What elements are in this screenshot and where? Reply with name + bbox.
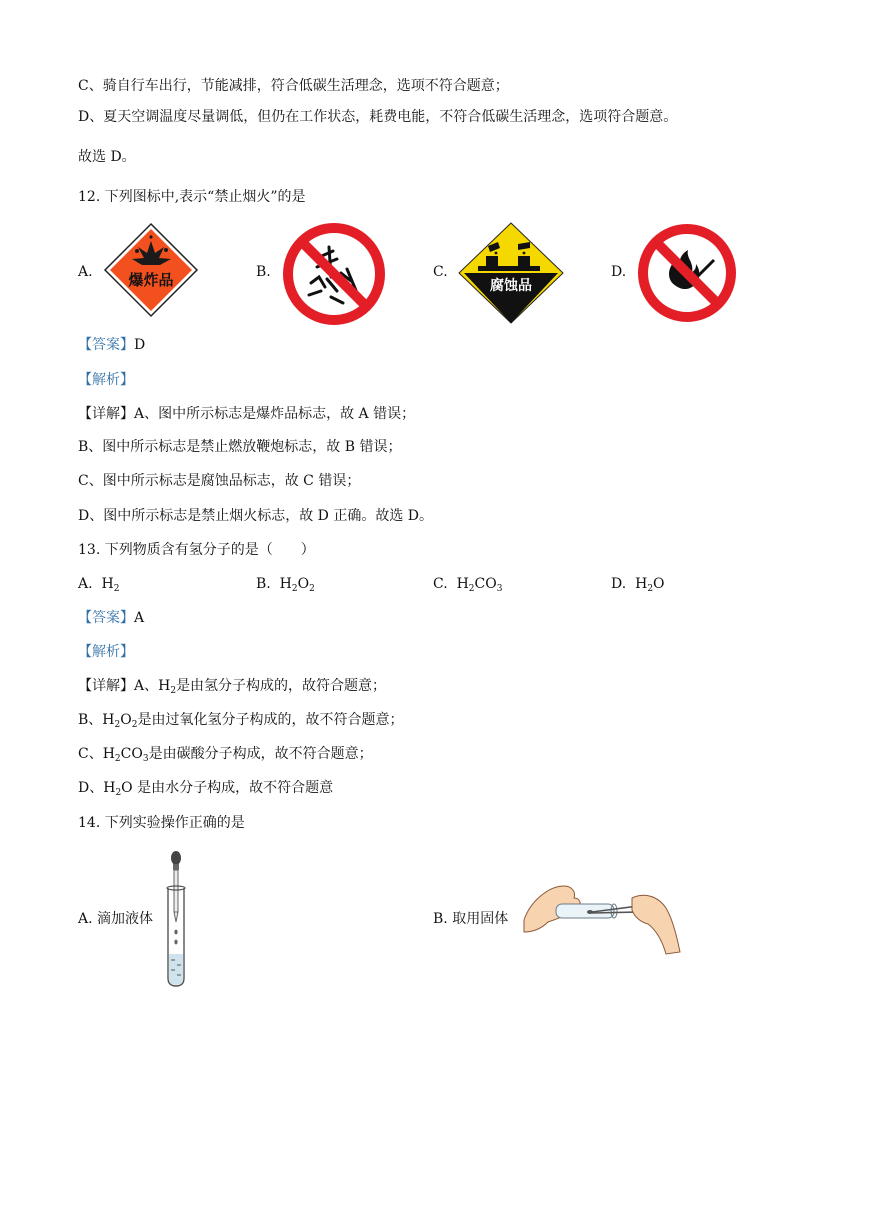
- q12-label-a: A.: [78, 264, 93, 280]
- q13-option-a: A. $H_2$: [78, 576, 120, 594]
- q12-answer: [78, 335, 145, 355]
- answer-tag: 【答案】: [78, 610, 134, 626]
- q14-stem: 14. 下列实验操作正确的是: [78, 815, 245, 831]
- q12-detail-c: C、图中所示标志是腐蚀品标志，故 C 错误；: [78, 473, 361, 489]
- q13-detail-a: 【详解】A、$H_2$是由氢分子构成的，故符合题意；: [78, 678, 387, 696]
- q12-analysis-tag: 【解析】: [78, 372, 134, 388]
- q13-option-c: C. $H_2CO_3$: [433, 576, 503, 594]
- q13-detail-b: B、$H_2O_2$是由过氧化氢分子构成的，故不符合题意；: [78, 712, 404, 730]
- prev-line-d: D、夏天空调温度尽量调低，但仍在工作状态，耗费电能，不符合低碳生活理念，选项符合题意。: [78, 109, 678, 125]
- prev-line-c: C、骑自行车出行，节能减排，符合低碳生活理念，选项不符合题意；: [78, 78, 509, 94]
- q13-stem: 13. 下列物质含有氢分子的是（ ）: [78, 542, 315, 558]
- q12-label-d: D.: [611, 264, 627, 280]
- no-fire-sign-icon: [636, 222, 738, 324]
- q12-detail-a: [78, 404, 415, 424]
- q13-answer: [78, 608, 144, 628]
- q12-label-b: B.: [256, 264, 271, 280]
- explosive-sign-icon: [104, 223, 198, 317]
- q14-option-a: A. 滴加液体: [78, 911, 154, 927]
- answer-value: D: [134, 337, 146, 353]
- q13-detail-d: D、$H_2O$ 是由水分子构成，故不符合题意: [78, 780, 334, 798]
- q12-detail-d: D、图中所示标志是禁止烟火标志，故 D 正确。故选 D。: [78, 508, 434, 524]
- detail-text: A、图中所示标志是爆炸品标志，故 A 错误；: [134, 406, 416, 422]
- q14-option-b: B. 取用固体: [433, 911, 509, 927]
- q13-analysis-tag: 【解析】: [78, 644, 134, 660]
- no-firecrackers-sign-icon: [281, 221, 387, 327]
- explosive-sign-text: 爆炸品: [128, 271, 174, 289]
- q12-stem: 12. 下列图标中,表示“禁止烟火”的是: [78, 189, 306, 205]
- q12-label-c: C.: [433, 264, 448, 280]
- dropper-test-tube-icon: [160, 850, 194, 990]
- detail-tag: 【详解】: [78, 406, 134, 422]
- q12-detail-b: B、图中所示标志是禁止燃放鞭炮标志，故 B 错误；: [78, 439, 402, 455]
- q13-option-d: D. $H_2O$: [611, 576, 665, 594]
- answer-tag: 【答案】: [78, 337, 134, 353]
- hands-tube-tweezers-icon: [520, 880, 680, 960]
- prev-conclusion: 故选 D。: [78, 149, 136, 165]
- q13-detail-c: C、$H_2CO_3$是由碳酸分子构成，故不符合题意；: [78, 746, 373, 764]
- q13-option-b: B. $H_2O_2$: [256, 576, 315, 594]
- answer-value: A: [134, 610, 145, 626]
- corrosive-sign-icon: [458, 222, 564, 324]
- corrosive-sign-text: 腐蚀品: [490, 278, 532, 294]
